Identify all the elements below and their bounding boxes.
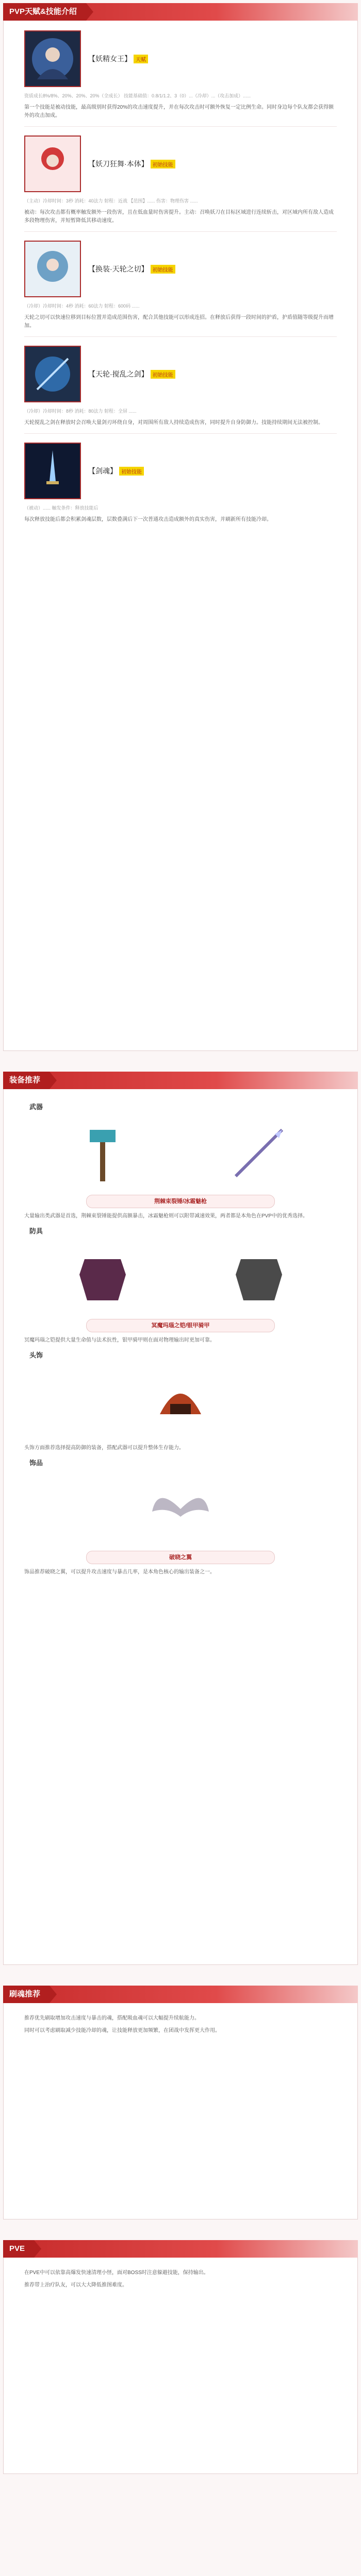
pve-description: 在PVE中可以依靠高爆发快速清理小怪，面对BOSS时注意躲避技能，保持输出。: [24, 2270, 209, 2276]
skill-meta: （冷却）冷却时间：4秒 消耗：60法力 射程：600码 ......: [24, 303, 140, 309]
skill-meta: （被动）...... 触发条件：释放技能后: [24, 505, 99, 511]
pve-panel: [3, 2258, 358, 2474]
wing-icon: [147, 1476, 214, 1543]
equip-description: 冥魔玛瑙之铠提供大量生命值与法术抗性，银甲骑甲则在面对物理输出时更加可靠。: [24, 1337, 215, 1343]
divider: [24, 126, 337, 127]
equip-banner: 荆棘束裂锤/冰霜魅枪: [86, 1195, 275, 1208]
equip-category: 头饰: [29, 1351, 43, 1359]
skill-description: 天轮之切可以快速位移到目标位置并造成范围伤害，配合其他技能可以形成连招。在释放后获得一段时间的护盾，护盾值随等级提升而增加。: [24, 315, 334, 329]
skill-name: 【换装·天轮之切】: [88, 265, 149, 273]
skill-meta: 资质成长8%/8%、20%、20%、20%（全成长） 技能基础值：0.8/1/1.2、3（0）...（冷却）...（攻击加成）......: [24, 93, 251, 98]
armor-row: [24, 1239, 337, 1316]
section-title: 装备推荐: [3, 1072, 50, 1089]
section-header-synergy: [3, 1986, 358, 2003]
skill-badge: 初始技能: [151, 370, 175, 379]
synergy-description: 推荐优先刷取增加攻击速度与暴击的魂，搭配吸血魂可以大幅提升续航能力。: [24, 2015, 200, 2021]
skill-title: [88, 159, 175, 169]
equip-banner: 破晓之翼: [86, 1551, 275, 1564]
section-header-pvp: [3, 3, 358, 21]
section-title: PVE: [3, 2240, 34, 2258]
equip-description: 饰品推荐破晓之翼，可以提升攻击速度与暴击几率，是本角色核心的输出装备之一。: [24, 1569, 215, 1575]
pve-description: 推荐带上治疗队友，可以大大降低推图难度。: [24, 2282, 127, 2288]
divider: [24, 336, 337, 337]
section-header-equip: [3, 1072, 358, 1089]
skill-title: [88, 54, 148, 64]
skill-portrait-icon: [24, 443, 81, 499]
skill-description: 被动：每次攻击都有概率触发额外一段伤害，且在低血量时伤害提升。主动：召唤妖刀在目标区域进行连续斩击，对区域内所有敌人造成多段物理伤害，并短暂降低其移动速度。: [24, 210, 334, 224]
hammer-icon: [69, 1120, 136, 1187]
section-title: 刷魂推荐: [3, 1986, 50, 2003]
skill-header: [24, 343, 337, 405]
skill-header: [24, 440, 337, 502]
skill-portrait-icon: [24, 346, 81, 402]
armor-icon: [225, 1244, 292, 1311]
skill-title: [88, 369, 175, 379]
skill-header: [24, 238, 337, 300]
skill-description: 天轮搅乱之剑在释放时会召唤大量剑刃环绕自身，对周围所有敌人持续造成伤害，同时提升自身防御力。技能持续期间无法被控制。: [24, 420, 323, 426]
spear-icon: [225, 1120, 292, 1187]
skill-badge: 初始技能: [151, 160, 175, 168]
accessory-row: [24, 1470, 337, 1548]
skill-name: 【妖精女王】: [88, 55, 132, 63]
skill-header: [24, 133, 337, 195]
divider: [24, 231, 337, 232]
skill-badge: 初始技能: [151, 265, 175, 274]
equip-banner: 冥魔玛瑙之铠/银甲骑甲: [86, 1319, 275, 1332]
skill-description: 第一个技能是被动技能，最高级别时获得20%的攻击速度提升，并在每次攻击时可额外恢复一定比例生命。同时身边每个队友都会获得额外的攻击加成。: [24, 105, 334, 118]
section-header-pve: [3, 2240, 358, 2258]
pvp-panel: [3, 21, 358, 1051]
skill-badge: 天赋: [134, 55, 148, 63]
equip-category: 防具: [29, 1227, 43, 1235]
equip-category: 武器: [29, 1103, 43, 1111]
skill-header: [24, 28, 337, 90]
weapon-row: [24, 1114, 337, 1192]
skill-name: 【妖刀狂舞·本体】: [88, 160, 149, 168]
skill-meta: （冷却）冷却时间：8秒 消耗：80法力 射程：全屏 ......: [24, 409, 137, 414]
section-title: PVP天赋&技能介绍: [3, 3, 86, 21]
skill-portrait-icon: [24, 30, 81, 87]
synergy-panel: [3, 2003, 358, 2219]
skill-title: [88, 264, 175, 274]
equip-description: 大量输出类武器是首选，荆棘束裂锤能提供高额暴击，冰霜魅枪则可以附带减速效果，两者都是本角色在PVP中的优秀选择。: [24, 1213, 308, 1219]
skill-name: 【剑魂】: [88, 467, 117, 475]
skill-portrait-icon: [24, 241, 81, 297]
skill-meta: （主动）冷却时间：3秒 消耗：40法力 射程：近战 【范围】...... 伤害：物理伤害 ......: [24, 198, 198, 204]
divider: [24, 433, 337, 434]
skill-badge: 初始技能: [119, 467, 144, 476]
equip-description: 头饰方面推荐选择提高防御的装备，搭配武器可以提升整体生存能力。: [24, 1445, 184, 1451]
skill-portrait-icon: [24, 135, 81, 192]
equip-category: 饰品: [29, 1459, 43, 1467]
helmet-icon: [147, 1368, 214, 1435]
armor-icon: [69, 1244, 136, 1311]
synergy-description: 同时可以考虑刷取减少技能冷却的魂，让技能释放更加频繁，在团战中发挥更大作用。: [24, 2028, 220, 2033]
skill-title: [88, 466, 144, 476]
helm-row: [24, 1363, 337, 1440]
skill-name: 【天轮·搅乱之剑】: [88, 370, 149, 378]
skill-description: 每次释放技能后都会积累剑魂层数，层数叠满后下一次普通攻击造成额外的真实伤害，并刷新所有技能冷却。: [24, 517, 272, 522]
equip-panel: [3, 1089, 358, 1965]
